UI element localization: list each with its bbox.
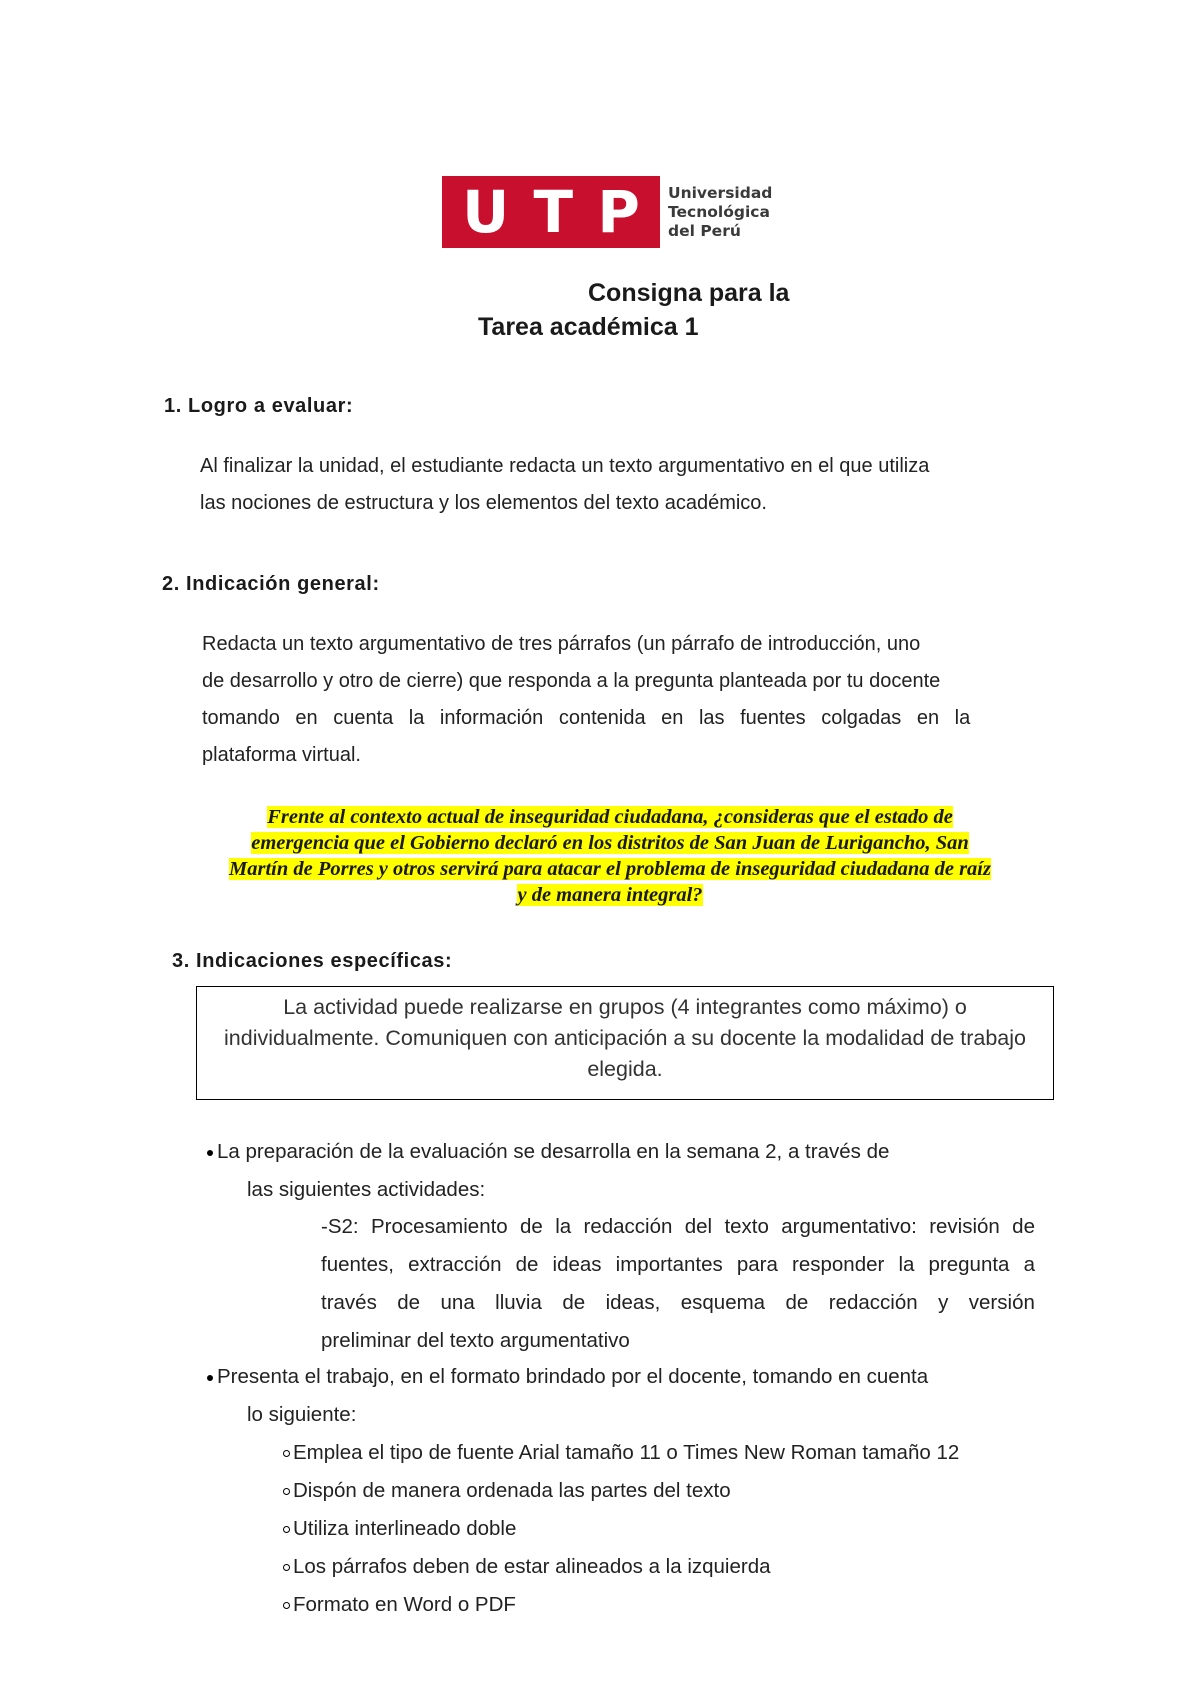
logo-letter-u: U (462, 178, 510, 246)
paragraph-line: plataforma virtual. (202, 744, 361, 766)
sub-bullet-icon (283, 1526, 290, 1533)
word: de (520, 1215, 543, 1238)
sub-bullet-icon (283, 1450, 290, 1457)
word: esquema (680, 1291, 766, 1314)
word: de (397, 1291, 421, 1314)
word: ideas, (605, 1291, 661, 1314)
logo-text-line: Tecnológica (668, 202, 770, 221)
page-title-line2: Tarea académica 1 (478, 313, 699, 341)
bullet-continuation: las siguientes actividades: (247, 1178, 486, 1201)
word: través (321, 1291, 377, 1314)
word: ideas (552, 1253, 602, 1276)
page-title-line1: Consigna para la (588, 279, 790, 307)
word: lluvia (495, 1291, 542, 1314)
box-line: La actividad puede realizarse en grupos (4 integrantes como máximo) o (283, 995, 967, 1019)
sub-activity-line (321, 1246, 1035, 1284)
word: Procesamiento (370, 1215, 508, 1238)
bullet-item-preparation (207, 1133, 889, 1171)
word: argumentativo: (781, 1215, 917, 1238)
research-question (190, 804, 1030, 908)
question-line: Martín de Porres y otros servirá para atacar el problema de inseguridad ciudadana de raíz (229, 858, 991, 880)
paragraph-line: tomando en cuenta la información contenida en las fuentes colgadas en la (202, 707, 971, 729)
format-item (283, 1586, 516, 1624)
bullet-item-presentation (207, 1358, 928, 1396)
format-item (283, 1510, 516, 1548)
word: fuentes, (321, 1253, 394, 1276)
utp-logo (442, 176, 772, 248)
paragraph-line: las nociones de estructura y los elementos del texto académico. (200, 492, 767, 514)
word: redacción (583, 1215, 673, 1238)
format-item (283, 1472, 731, 1510)
format-item-text: Formato en Word o PDF (293, 1593, 516, 1616)
word: texto (724, 1215, 769, 1238)
sub-bullet-icon (283, 1602, 290, 1609)
section3-heading: 3. Indicaciones específicas: (172, 950, 453, 972)
group-activity-box (196, 986, 1054, 1100)
bullet-icon (207, 1375, 213, 1381)
question-line: emergencia que el Gobierno declaró en los distritos de San Juan de Lurigancho, San (251, 832, 969, 854)
section1-paragraph (200, 448, 1020, 522)
word: de (785, 1291, 809, 1314)
sub-activity-line (321, 1322, 1035, 1360)
logo-letter-p: P (597, 178, 640, 246)
paragraph-line: Al finalizar la unidad, el estudiante redacta un texto argumentativo en el que utiliza (200, 455, 930, 477)
logo-letter-t: T (533, 178, 574, 246)
sub-activity-s2 (321, 1208, 1035, 1360)
bullet-text: Presenta el trabajo, en el formato brindado por el docente, tomando en cuenta (217, 1365, 929, 1388)
logo-wordmark (668, 184, 772, 241)
paragraph-line: Redacta un texto argumentativo de tres párrafos (un párrafo de introducción, uno (202, 633, 921, 655)
bullet-icon (207, 1150, 213, 1156)
word: a (1023, 1253, 1035, 1276)
format-item-text: Emplea el tipo de fuente Arial tamaño 11 o Times New Roman tamaño 12 (293, 1441, 960, 1464)
logo-mark (442, 176, 660, 248)
section1-heading: 1. Logro a evaluar: (164, 395, 354, 417)
question-line: y de manera integral? (517, 884, 703, 906)
word: la (555, 1215, 572, 1238)
sub-activity-line (321, 1208, 1035, 1246)
format-item (283, 1548, 771, 1586)
word: y (938, 1291, 949, 1314)
section2-heading: 2. Indicación general: (162, 573, 380, 595)
question-line: Frente al contexto actual de inseguridad ciudadana, ¿consideras que el estado de (267, 806, 953, 828)
word: una (440, 1291, 475, 1314)
format-item (283, 1434, 959, 1472)
logo-text-line: Universidad (668, 183, 773, 202)
format-item-text: Los párrafos deben de estar alineados a la izquierda (293, 1555, 771, 1578)
sub-activity-line (321, 1284, 1035, 1322)
word: para (736, 1253, 778, 1276)
word: revisión (929, 1215, 1000, 1238)
sub-activity-text: preliminar del texto argumentativo (321, 1329, 630, 1352)
word: extracción (408, 1253, 502, 1276)
bullet-continuation: lo siguiente: (247, 1403, 357, 1426)
section2-paragraph (202, 626, 1032, 774)
word: del (684, 1215, 713, 1238)
word: versión (968, 1291, 1035, 1314)
word: de (515, 1253, 539, 1276)
logo-text-line: del Perú (668, 221, 741, 240)
format-item-text: Utiliza interlineado doble (293, 1517, 517, 1540)
word: de (1012, 1215, 1035, 1238)
sub-bullet-icon (283, 1564, 290, 1571)
word: responder (792, 1253, 885, 1276)
box-line: elegida. (587, 1057, 663, 1081)
word: de (562, 1291, 586, 1314)
bullet-text: La preparación de la evaluación se desarrolla en la semana 2, a través de (217, 1140, 890, 1163)
format-item-text: Dispón de manera ordenada las partes del texto (293, 1479, 731, 1502)
sub-bullet-icon (283, 1488, 290, 1495)
word: la (898, 1253, 915, 1276)
word: -S2: (321, 1215, 359, 1238)
box-line: individualmente. Comuniquen con anticipación a su docente la modalidad de trabajo (224, 1026, 1026, 1050)
paragraph-line: de desarrollo y otro de cierre) que responda a la pregunta planteada por tu docente (202, 670, 941, 692)
word: importantes (615, 1253, 723, 1276)
word: pregunta (928, 1253, 1010, 1276)
word: redacción (828, 1291, 918, 1314)
